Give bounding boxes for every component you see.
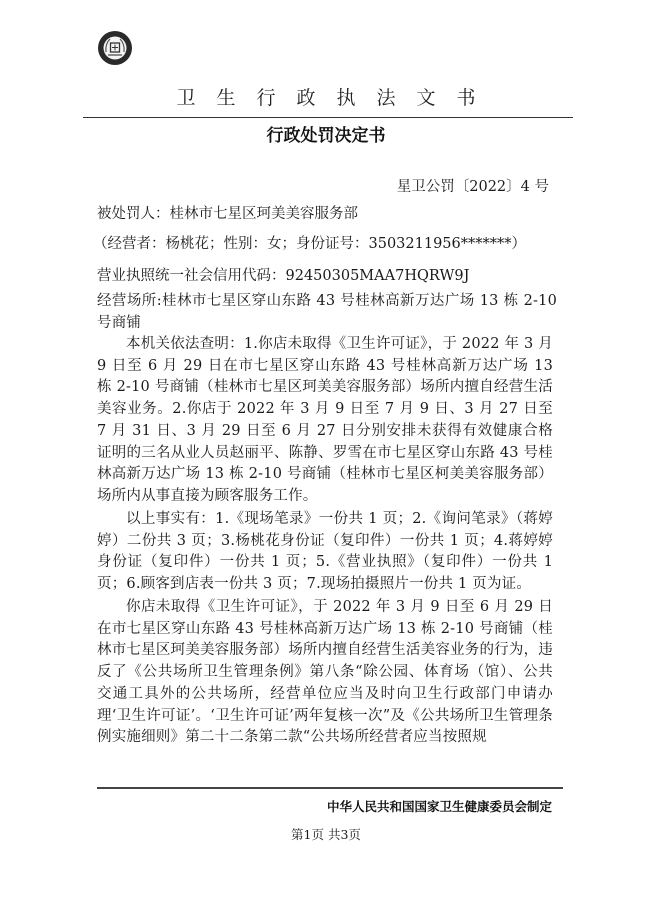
findings-paragraph: 本机关依法查明：1.你店未取得《卫生许可证》，于 2022 年 3 月 9 日至 6 月 29 日在市七星区穿山东路 43 号桂林高新万达广场 13 栋 2-10 号商铺（桂林市七星区珂美美容服务部）场所内擅自经营生活美容业务。2.你店于 2022 年 3 月 9 日至 7 月 9 日、3 月 27 日至 7 月 31 日、3 月 29 日至 6 月 27 日分别安排未获得有效健康合格证明的三名从业人员赵丽平、陈静、罗雪在市七星区穿山东路 43 号桂林高新万达广场 13 栋 2-10 号商铺（桂林市七星区柯美美容服务部）场所内从事直接为顾客服务工作。 [97,336,553,504]
page-indicator: 第1页 共3页 [291,827,361,842]
national-health-commission-seal [97,30,133,66]
agency-title: 卫生行政执法文书 [176,87,497,109]
operator-info: （经营者：杨桃花；性别：女；身份证号：3503211956*******） [93,236,527,252]
punished-party: 被处罚人：桂林市七星区珂美美容服务部 [97,206,358,222]
footer-divider [97,787,563,789]
evidence-paragraph: 以上事实有：1.《现场笔录》一份共 1 页；2.《询问笔录》（蒋婷婷）二份共 3 页；3.杨桃花身份证（复印件）一份共 1 页；4.蒋婷婷身份证（复印件）一份共 1 页；5.《营业执照》（复印件）一份共 1 页；6.顾客到店表一份共 3 页；7.现场拍摄照片一份共 1 页为证。 [97,511,553,593]
document-number: 星卫公罚〔2022〕4 号 [396,179,549,195]
business-premises: 经营场所:桂林市七星区穿山东路 43 号桂林高新万达广场 13 栋 2-10 号商铺 [97,293,557,331]
document-title: 行政处罚决定书 [266,126,386,146]
violation-paragraph: 你店未取得《卫生许可证》，于 2022 年 3 月 9 日至 6 月 29 日在市七星区穿山东路 43 号桂林高新万达广场 13 栋 2-10 号商铺（桂林市七星区珂美美容服务部）场所内擅自经营生活美容业务的行为，违反了《公共场所卫生管理条例》第八条“除公园、体育场（馆）、公共交通工具外的公共场所，经营单位应当及时向卫生行政部门申请办理‘卫生许可证’。‘卫生许可证’两年复核一次”及《公共场所卫生管理条例实施细则》第二十二条第二款“公共场所经营者应当按照规 [97,599,553,746]
header-divider [83,117,573,118]
credit-code: 营业执照统一社会信用代码：92450305MAA7HQRW9J [97,268,470,284]
issuing-authority: 中华人民共和国国家卫生健康委员会制定 [326,799,552,814]
